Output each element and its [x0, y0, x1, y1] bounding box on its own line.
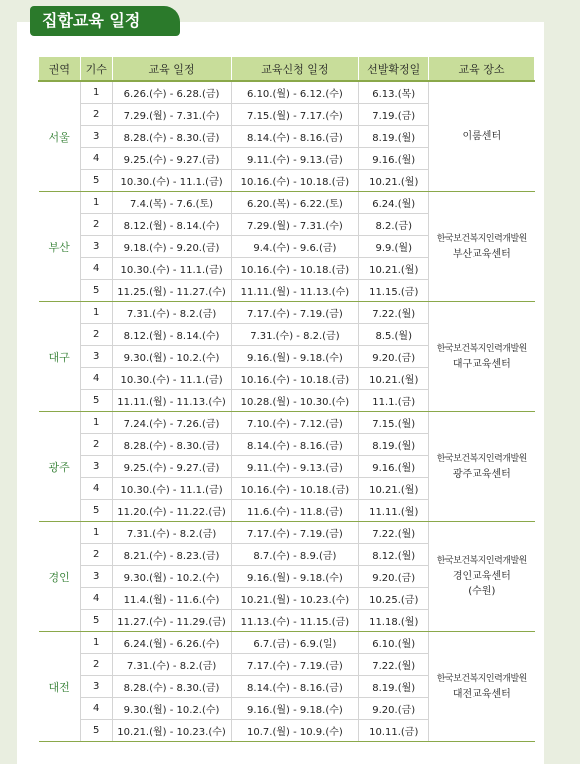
round-cell: 1: [80, 81, 112, 104]
round-cell: 3: [80, 126, 112, 148]
apply-schedule-cell: 11.11.(월) - 11.13.(수): [231, 280, 359, 302]
table-row: [39, 302, 535, 324]
edu-schedule-cell: 7.24.(수) - 7.26.(금): [112, 412, 231, 434]
edu-schedule-cell: 7.29.(월) - 7.31.(수): [112, 104, 231, 126]
round-cell: 2: [80, 544, 112, 566]
apply-schedule-cell: 10.7.(월) - 10.9.(수): [231, 720, 359, 742]
confirm-date-cell: 8.5.(월): [359, 324, 429, 346]
apply-schedule-cell: 10.16.(수) - 10.18.(금): [231, 368, 359, 390]
edu-schedule-cell: 8.12.(월) - 8.14.(수): [112, 214, 231, 236]
round-cell: 5: [80, 500, 112, 522]
round-cell: 3: [80, 236, 112, 258]
round-cell: 5: [80, 720, 112, 742]
apply-schedule-cell: 6.7.(금) - 6.9.(일): [231, 632, 359, 654]
confirm-date-cell: 9.16.(월): [359, 148, 429, 170]
confirm-date-cell: 11.1.(금): [359, 390, 429, 412]
confirm-date-cell: 8.12.(월): [359, 544, 429, 566]
apply-schedule-cell: 9.11.(수) - 9.13.(금): [231, 148, 359, 170]
apply-schedule-cell: 10.16.(수) - 10.18.(금): [231, 478, 359, 500]
apply-schedule-cell: 10.21.(월) - 10.23.(수): [231, 588, 359, 610]
edu-schedule-cell: 11.20.(수) - 11.22.(금): [112, 500, 231, 522]
confirm-date-cell: 10.25.(금): [359, 588, 429, 610]
place-name: 광주교육센터: [452, 468, 511, 480]
confirm-date-cell: 10.21.(월): [359, 478, 429, 500]
place-organization: 한국보건복지인력개발원: [436, 556, 527, 566]
header-round: 기수: [80, 57, 112, 82]
round-cell: 2: [80, 654, 112, 676]
edu-schedule-cell: 10.21.(월) - 10.23.(수): [112, 720, 231, 742]
place-name: 대구교육센터: [452, 358, 511, 370]
confirm-date-cell: 6.10.(월): [359, 632, 429, 654]
region-cell: 대전: [39, 632, 81, 742]
header-confirm-date: 선발확정일: [359, 57, 429, 82]
edu-schedule-cell: 10.30.(수) - 11.1.(금): [112, 368, 231, 390]
apply-schedule-cell: 10.16.(수) - 10.18.(금): [231, 170, 359, 192]
round-cell: 4: [80, 148, 112, 170]
table-row: [39, 412, 535, 434]
edu-schedule-cell: 9.30.(월) - 10.2.(수): [112, 346, 231, 368]
confirm-date-cell: 7.22.(월): [359, 302, 429, 324]
confirm-date-cell: 11.18.(월): [359, 610, 429, 632]
edu-schedule-cell: 9.18.(수) - 9.20.(금): [112, 236, 231, 258]
apply-schedule-cell: 6.10.(월) - 6.12.(수): [231, 81, 359, 104]
edu-schedule-cell: 9.25.(수) - 9.27.(금): [112, 456, 231, 478]
confirm-date-cell: 11.15.(금): [359, 280, 429, 302]
round-cell: 3: [80, 566, 112, 588]
place-cell: [429, 302, 535, 412]
apply-schedule-cell: 11.6.(수) - 11.8.(금): [231, 500, 359, 522]
round-cell: 1: [80, 632, 112, 654]
round-cell: 1: [80, 412, 112, 434]
header-place: 교육 장소: [429, 57, 535, 82]
round-cell: 3: [80, 456, 112, 478]
confirm-date-cell: 10.21.(월): [359, 368, 429, 390]
edu-schedule-cell: 7.31.(수) - 8.2.(금): [112, 522, 231, 544]
apply-schedule-cell: 8.7.(수) - 8.9.(금): [231, 544, 359, 566]
apply-schedule-cell: 11.13.(수) - 11.15.(금): [231, 610, 359, 632]
round-cell: 1: [80, 192, 112, 214]
apply-schedule-cell: 9.16.(월) - 9.18.(수): [231, 346, 359, 368]
round-cell: 2: [80, 324, 112, 346]
edu-schedule-cell: 8.21.(수) - 8.23.(금): [112, 544, 231, 566]
apply-schedule-cell: 8.14.(수) - 8.16.(금): [231, 676, 359, 698]
place-organization: 한국보건복지인력개발원: [436, 233, 527, 244]
apply-schedule-cell: 8.14.(수) - 8.16.(금): [231, 126, 359, 148]
header-region: 권역: [39, 57, 81, 82]
edu-schedule-cell: 8.28.(수) - 8.30.(금): [112, 434, 231, 456]
apply-schedule-cell: 7.17.(수) - 7.19.(금): [231, 654, 359, 676]
apply-schedule-cell: 9.16.(월) - 9.18.(수): [231, 566, 359, 588]
place-organization: 한국보건복지인력개발원: [436, 673, 527, 684]
edu-schedule-cell: 9.30.(월) - 10.2.(수): [112, 566, 231, 588]
edu-schedule-cell: 8.28.(수) - 8.30.(금): [112, 676, 231, 698]
place-name: 이룸센터: [462, 131, 502, 142]
region-cell: 부산: [39, 192, 81, 302]
header-apply-schedule: 교육신청 일정: [231, 57, 359, 82]
apply-schedule-cell: 7.17.(수) - 7.19.(금): [231, 522, 359, 544]
round-cell: 4: [80, 588, 112, 610]
apply-schedule-cell: 7.10.(수) - 7.12.(금): [231, 412, 359, 434]
edu-schedule-cell: 6.24.(월) - 6.26.(수): [112, 632, 231, 654]
edu-schedule-cell: 6.26.(수) - 6.28.(금): [112, 81, 231, 104]
round-cell: 5: [80, 170, 112, 192]
apply-schedule-cell: 7.17.(수) - 7.19.(금): [231, 302, 359, 324]
place-cell: [429, 81, 535, 192]
schedule-body: [39, 81, 535, 742]
confirm-date-cell: 9.9.(월): [359, 236, 429, 258]
apply-schedule-cell: 6.20.(목) - 6.22.(토): [231, 192, 359, 214]
round-cell: 4: [80, 258, 112, 280]
place-cell: [429, 522, 535, 632]
confirm-date-cell: 7.15.(월): [359, 412, 429, 434]
round-cell: 5: [80, 280, 112, 302]
region-cell: 대구: [39, 302, 81, 412]
round-cell: 5: [80, 610, 112, 632]
confirm-date-cell: 9.20.(금): [359, 698, 429, 720]
confirm-date-cell: 8.19.(월): [359, 126, 429, 148]
header-edu-schedule: 교육 일정: [112, 57, 231, 82]
confirm-date-cell: 9.20.(금): [359, 346, 429, 368]
confirm-date-cell: 11.11.(월): [359, 500, 429, 522]
table-header-row: [39, 57, 535, 82]
apply-schedule-cell: 9.16.(월) - 9.18.(수): [231, 698, 359, 720]
round-cell: 4: [80, 368, 112, 390]
region-cell: 경인: [39, 522, 81, 632]
edu-schedule-cell: 9.25.(수) - 9.27.(금): [112, 148, 231, 170]
round-cell: 2: [80, 104, 112, 126]
table-row: [39, 522, 535, 544]
apply-schedule-cell: 7.31.(수) - 8.2.(금): [231, 324, 359, 346]
round-cell: 4: [80, 698, 112, 720]
apply-schedule-cell: 10.28.(월) - 10.30.(수): [231, 390, 359, 412]
place-cell: [429, 192, 535, 302]
confirm-date-cell: 9.16.(월): [359, 456, 429, 478]
edu-schedule-cell: 7.31.(수) - 8.2.(금): [112, 654, 231, 676]
confirm-date-cell: 6.24.(월): [359, 192, 429, 214]
round-cell: 1: [80, 302, 112, 324]
round-cell: 4: [80, 478, 112, 500]
round-cell: 2: [80, 214, 112, 236]
place-name: 대전교육센터: [452, 688, 511, 700]
apply-schedule-cell: 7.29.(월) - 7.31.(수): [231, 214, 359, 236]
place-name: 경인교육센터: [452, 571, 511, 582]
table-row: [39, 632, 535, 654]
confirm-date-cell: 6.13.(목): [359, 81, 429, 104]
confirm-date-cell: 7.22.(월): [359, 654, 429, 676]
place-cell: [429, 632, 535, 742]
round-cell: 1: [80, 522, 112, 544]
confirm-date-cell: 8.19.(월): [359, 434, 429, 456]
confirm-date-cell: 10.11.(금): [359, 720, 429, 742]
edu-schedule-cell: 11.25.(월) - 11.27.(수): [112, 280, 231, 302]
place-name: 부산교육센터: [452, 248, 511, 260]
confirm-date-cell: 8.19.(월): [359, 676, 429, 698]
edu-schedule-cell: 11.27.(수) - 11.29.(금): [112, 610, 231, 632]
place-organization: 한국보건복지인력개발원: [436, 343, 527, 354]
edu-schedule-cell: 8.12.(월) - 8.14.(수): [112, 324, 231, 346]
apply-schedule-cell: 10.16.(수) - 10.18.(금): [231, 258, 359, 280]
round-cell: 5: [80, 390, 112, 412]
edu-schedule-cell: 10.30.(수) - 11.1.(금): [112, 170, 231, 192]
confirm-date-cell: 7.22.(월): [359, 522, 429, 544]
confirm-date-cell: 9.20.(금): [359, 566, 429, 588]
apply-schedule-cell: 7.15.(월) - 7.17.(수): [231, 104, 359, 126]
table-row: [39, 81, 535, 104]
section-title: 집합교육 일정: [42, 11, 141, 30]
confirm-date-cell: 8.2.(금): [359, 214, 429, 236]
place-cell: [429, 412, 535, 522]
table-row: [39, 192, 535, 214]
confirm-date-cell: 7.19.(금): [359, 104, 429, 126]
schedule-table: [38, 56, 535, 742]
edu-schedule-cell: 11.4.(월) - 11.6.(수): [112, 588, 231, 610]
round-cell: 2: [80, 434, 112, 456]
edu-schedule-cell: 7.4.(목) - 7.6.(토): [112, 192, 231, 214]
round-cell: 3: [80, 676, 112, 698]
edu-schedule-cell: 10.30.(수) - 11.1.(금): [112, 258, 231, 280]
apply-schedule-cell: 9.11.(수) - 9.13.(금): [231, 456, 359, 478]
edu-schedule-cell: 8.28.(수) - 8.30.(금): [112, 126, 231, 148]
edu-schedule-cell: 10.30.(수) - 11.1.(금): [112, 478, 231, 500]
section-title-tab: [30, 6, 180, 36]
edu-schedule-cell: 11.11.(월) - 11.13.(수): [112, 390, 231, 412]
edu-schedule-cell: 7.31.(수) - 8.2.(금): [112, 302, 231, 324]
edu-schedule-cell: 9.30.(월) - 10.2.(수): [112, 698, 231, 720]
confirm-date-cell: 10.21.(월): [359, 170, 429, 192]
apply-schedule-cell: 9.4.(수) - 9.6.(금): [231, 236, 359, 258]
round-cell: 3: [80, 346, 112, 368]
apply-schedule-cell: 8.14.(수) - 8.16.(금): [231, 434, 359, 456]
region-cell: 광주: [39, 412, 81, 522]
region-cell: 서울: [39, 81, 81, 192]
place-organization: 한국보건복지인력개발원: [436, 453, 527, 464]
place-name: (수원): [468, 586, 496, 597]
confirm-date-cell: 10.21.(월): [359, 258, 429, 280]
